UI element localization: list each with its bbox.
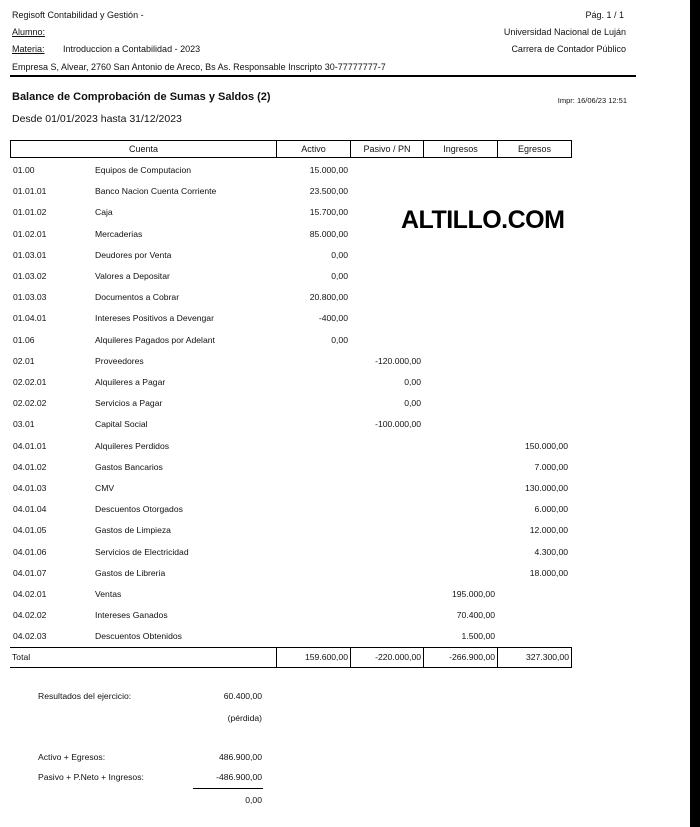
table-row <box>0 165 690 186</box>
activo-value: 0,00 <box>331 271 348 281</box>
account-code: 01.03.01 <box>13 250 47 260</box>
account-name: Alquileres Perdidos <box>95 441 170 451</box>
account-name: CMV <box>95 483 115 493</box>
account-name: Intereses Positivos a Devengar <box>95 313 214 323</box>
software-name: Regisoft Contabilidad y Gestión - <box>12 10 144 20</box>
account-code: 04.01.03 <box>13 483 47 493</box>
account-code: 03.01 <box>13 419 35 429</box>
activo-value: 15.000,00 <box>309 165 348 175</box>
alumno-label: Alumno: <box>12 27 46 37</box>
account-code: 01.01.01 <box>13 186 47 196</box>
ingresos-value: 1.500,00 <box>461 631 495 641</box>
pasivo-value: -120.000,00 <box>375 356 421 366</box>
pasivo-label: Pasivo + P.Neto + Ingresos: <box>38 772 144 782</box>
table-row <box>0 186 690 207</box>
header-divider <box>10 75 636 77</box>
table-row <box>0 398 690 419</box>
company-info: Empresa S, Alvear, 2760 San Antonio de Areco, Bs As. Responsable Inscripto 30-77777777-7 <box>12 62 386 72</box>
total-row <box>10 647 276 668</box>
total-pasivo: -220.000,00 <box>350 647 424 668</box>
activo-value: 23.500,00 <box>309 186 348 196</box>
table-row <box>0 525 690 546</box>
account-name: Descuentos Otorgados <box>95 504 183 514</box>
account-code: 02.02.02 <box>13 398 47 408</box>
egresos-value: 130.000,00 <box>524 483 568 493</box>
table-row <box>0 610 690 631</box>
account-name: Banco Nacion Cuenta Corriente <box>95 186 217 196</box>
table-row <box>0 483 690 504</box>
account-code: 04.01.02 <box>13 462 47 472</box>
table-row <box>0 313 690 334</box>
account-name: Mercaderias <box>95 229 143 239</box>
egresos-value: 18.000,00 <box>529 568 568 578</box>
account-code: 01.03.02 <box>13 271 47 281</box>
account-name: Alquileres a Pagar <box>95 377 166 387</box>
materia-label: Materia: <box>12 44 45 54</box>
pasivo-value: 0,00 <box>404 398 421 408</box>
account-name: Documentos a Cobrar <box>95 292 180 302</box>
account-code: 01.04.01 <box>13 313 47 323</box>
table-row <box>0 271 690 292</box>
print-timestamp: Impr: 16/06/23 12:51 <box>557 96 627 105</box>
account-name: Deudores por Venta <box>95 250 172 260</box>
ingresos-value: 70.400,00 <box>456 610 495 620</box>
materia-value: Introduccion a Contabilidad - 2023 <box>63 44 201 54</box>
pasivo-value: 0,00 <box>404 377 421 387</box>
account-code: 01.03.03 <box>13 292 47 302</box>
account-name: Servicios de Electricidad <box>95 547 189 557</box>
account-code: 04.01.06 <box>13 547 47 557</box>
table-row <box>0 504 690 525</box>
table-row <box>0 547 690 568</box>
account-code: 04.01.01 <box>13 441 47 451</box>
col-header-activo: Activo <box>276 140 351 158</box>
resultado-value: 60.400,00 <box>223 691 262 701</box>
pasivo-value: -486.900,00 <box>216 772 262 782</box>
report-title: Balance de Comprobación de Sumas y Saldos (2) <box>12 91 271 103</box>
activo-value: 15.700,00 <box>309 207 348 217</box>
table-row <box>0 335 690 356</box>
total-label: Total <box>12 652 31 662</box>
table-row <box>0 377 690 398</box>
account-name: Alquileres Pagados por Adelant <box>95 335 215 345</box>
account-name: Gastos Bancarios <box>95 462 163 472</box>
table-row <box>0 589 690 610</box>
diff-value: 0,00 <box>245 795 262 805</box>
total-activo: 159.600,00 <box>276 647 351 668</box>
activo-egresos-label: Activo + Egresos: <box>38 752 106 762</box>
table-row <box>0 462 690 483</box>
account-code: 04.01.05 <box>13 525 47 535</box>
table-row <box>0 250 690 271</box>
ingresos-value: 195.000,00 <box>451 589 495 599</box>
activo-value: 0,00 <box>331 250 348 260</box>
account-code: 04.01.04 <box>13 504 47 514</box>
total-egresos: 327.300,00 <box>497 647 572 668</box>
university-name: Universidad Nacional de Luján <box>503 27 626 37</box>
report-period: Desde 01/01/2023 hasta 31/12/2023 <box>12 113 182 125</box>
account-name: Proveedores <box>95 356 144 366</box>
account-code: 04.02.01 <box>13 589 47 599</box>
account-name: Equipos de Computacion <box>95 165 192 175</box>
account-code: 01.00 <box>13 165 35 175</box>
egresos-value: 6.000,00 <box>534 504 568 514</box>
account-name: Capital Social <box>95 419 148 429</box>
account-name: Gastos de Limpieza <box>95 525 171 535</box>
account-code: 04.02.02 <box>13 610 47 620</box>
account-name: Ventas <box>95 589 122 599</box>
table-row <box>0 419 690 440</box>
right-edge-border <box>690 0 700 827</box>
page-number: Pág. 1 / 1 <box>585 10 624 20</box>
watermark-logo: ALTILLO.COM <box>401 206 565 234</box>
account-name: Servicios a Pagar <box>95 398 163 408</box>
account-name: Gastos de Libreria <box>95 568 166 578</box>
account-code: 01.01.02 <box>13 207 47 217</box>
egresos-value: 7.000,00 <box>534 462 568 472</box>
activo-value: 20.800,00 <box>309 292 348 302</box>
table-row <box>0 441 690 462</box>
resultado-note: (pérdida) <box>227 713 262 723</box>
account-code: 01.02.01 <box>13 229 47 239</box>
account-name: Descuentos Obtenidos <box>95 631 182 641</box>
total-ingresos: -266.900,00 <box>423 647 498 668</box>
table-row <box>0 292 690 313</box>
table-row <box>0 229 690 250</box>
activo-value: 0,00 <box>331 335 348 345</box>
egresos-value: 150.000,00 <box>524 441 568 451</box>
egresos-value: 4.300,00 <box>534 547 568 557</box>
activo-value: 85.000,00 <box>309 229 348 239</box>
account-code: 01.06 <box>13 335 35 345</box>
activo-egresos-value: 486.900,00 <box>218 752 262 762</box>
account-name: Caja <box>95 207 113 217</box>
table-row <box>0 356 690 377</box>
account-code: 02.01 <box>13 356 35 366</box>
pasivo-value: -100.000,00 <box>375 419 421 429</box>
col-header-cuenta: Cuenta <box>10 140 277 158</box>
col-header-ingresos: Ingresos <box>423 140 498 158</box>
egresos-value: 12.000,00 <box>529 525 568 535</box>
account-code: 04.02.03 <box>13 631 47 641</box>
account-name: Valores a Depositar <box>95 271 170 281</box>
activo-value: -400,00 <box>318 313 348 323</box>
account-name: Intereses Ganados <box>95 610 168 620</box>
account-code: 04.01.07 <box>13 568 47 578</box>
account-code: 02.02.01 <box>13 377 47 387</box>
career-name: Carrera de Contador Público <box>511 44 626 54</box>
col-header-pasivo: Pasivo / PN <box>350 140 424 158</box>
col-header-egresos: Egresos <box>497 140 572 158</box>
sum-divider <box>193 788 263 789</box>
resultado-label: Resultados del ejercicio: <box>38 691 132 701</box>
table-row <box>0 207 690 228</box>
table-row <box>0 568 690 589</box>
